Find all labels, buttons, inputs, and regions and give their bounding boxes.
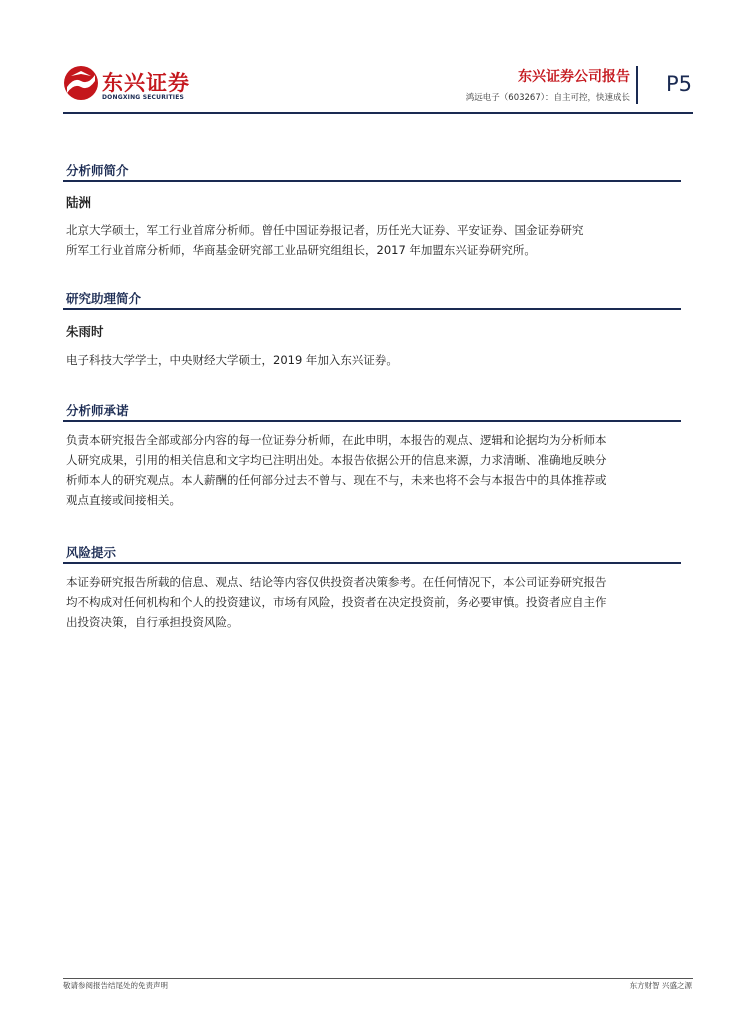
commitment-text [66,430,692,510]
assistant-section-rule [63,308,681,310]
page-number: P5 [666,72,693,96]
analyst-section-title: 分析师简介 [66,163,129,178]
assistant-section-title: 研究助理简介 [66,291,142,306]
brand-name-en: DONGXING SECURITIES [102,94,185,101]
assistant-name: 朱雨时 [66,324,104,339]
analyst-bio [66,220,692,260]
commitment-line: 负责本研究报告全部或部分内容的每一位证券分析师，在此申明，本报告的观点、逻辑和论据均为分析师本 [66,433,607,447]
analyst-bio-line: 所军工行业首席分析师，华商基金研究部工业品研究组组长，2017 年加盟东兴证券研究所。 [66,243,536,257]
commitment-section-rule [63,420,681,422]
risk-line: 出投资决策，自行承担投资风险。 [66,615,239,629]
assistant-bio [66,350,692,370]
risk-text [66,572,692,632]
analyst-name: 陆洲 [66,195,92,210]
commitment-line: 析师本人的研究观点。本人薪酬的任何部分过去不曾与、现在不与，未来也将不会与本报告中的具体推荐或 [66,473,607,487]
risk-section-title: 风险提示 [66,545,117,560]
risk-section-rule [63,562,681,564]
footer-slogan: 东方财智 兴盛之源 [629,981,692,990]
brand-name-cn: 东兴证券 [102,71,190,95]
dongxing-logo-icon [62,64,100,102]
report-title: 东兴证券公司报告 [518,69,630,85]
analyst-bio-line: 北京大学硕士，军工行业首席分析师。曾任中国证券报记者，历任光大证券、平安证券、国金证券研究 [66,223,584,237]
report-subtitle: 鸿远电子（603267）：自主可控，快速成长 [465,93,630,103]
risk-line: 本证券研究报告所载的信息、观点、结论等内容仅供投资者决策参考。在任何情况下，本公司证券研究报告 [66,575,607,589]
commitment-line: 人研究成果，引用的相关信息和文字均已注明出处。本报告依据公开的信息来源，力求清晰、准确地反映分 [66,453,607,467]
risk-line: 均不构成对任何机构和个人的投资建议，市场有风险，投资者在决定投资前，务必要审慎。投资者应自主作 [66,595,607,609]
analyst-section-rule [63,180,681,182]
header-rule [63,112,693,114]
footer-disclaimer: 敬请参阅报告结尾处的免责声明 [63,981,168,990]
company-logo [62,64,202,108]
commitment-line: 观点直接或间接相关。 [66,493,181,507]
commitment-section-title: 分析师承诺 [66,403,129,418]
footer-rule [63,978,693,979]
header-divider [636,66,638,104]
assistant-bio-line: 电子科技大学学士，中央财经大学硕士，2019 年加入东兴证券。 [66,353,398,367]
